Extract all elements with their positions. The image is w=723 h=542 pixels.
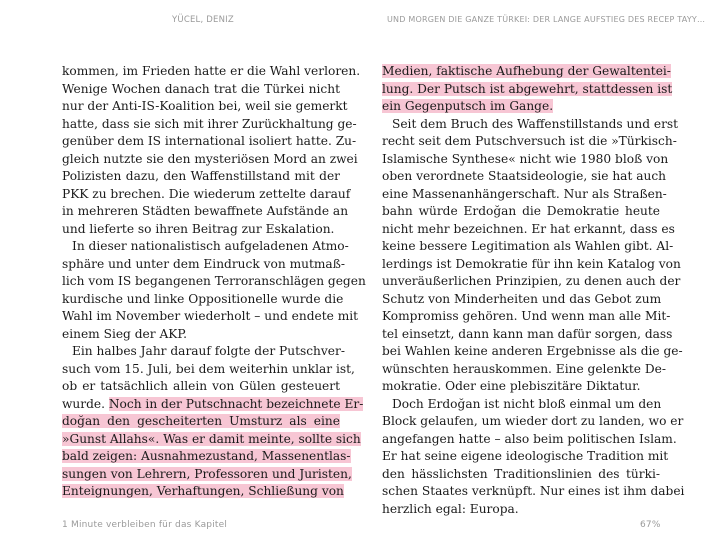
text-line [62, 396, 364, 414]
reading-progress: 67% [640, 520, 661, 530]
text-line [382, 168, 667, 186]
text-line [382, 501, 660, 519]
text-line [62, 168, 340, 186]
text-line [62, 133, 357, 151]
text-line [382, 81, 673, 99]
text-line [382, 116, 679, 134]
text-line [382, 466, 660, 484]
text-line [62, 116, 357, 134]
line-text: eine Massenanhängerschaft. Nur als Straßen- [382, 186, 667, 201]
text-line [382, 326, 673, 344]
text-line [382, 238, 674, 256]
text-line [382, 378, 660, 396]
line-text: Seit dem Bruch des Waffenstillstands und erst [392, 116, 679, 131]
text-line [62, 361, 355, 379]
line-text: Kompromiss gehören. Und wenn man alle Mit- [382, 309, 671, 323]
text-line [382, 413, 684, 431]
text-line [382, 98, 660, 116]
highlighted-text[interactable]: doğan den gescheiterten Umsturz als eine [62, 414, 340, 428]
text-line [62, 238, 349, 256]
line-text: mokratie. Oder eine plebiszitäre Diktatur. [382, 379, 641, 393]
line-text: nicht mehr bezeichnen. Er hat erkannt, dass es [382, 221, 675, 236]
text-line [382, 203, 660, 221]
line-text: genüber dem IS international isoliert hatte. Zu- [62, 134, 357, 148]
highlighted-text[interactable]: Enteignungen, Verhaftungen, Schließung von [62, 484, 344, 498]
text-line [62, 221, 340, 239]
text-line [62, 273, 366, 291]
line-text: herzlich egal: Europa. [382, 501, 519, 516]
text-line [62, 378, 340, 396]
text-line [62, 448, 351, 466]
line-text: kurdische und linke Oppositionelle wurde die [62, 291, 344, 306]
line-text: Islamische Synthese« nicht wie 1980 bloß von [382, 151, 669, 166]
text-line [62, 326, 340, 344]
text-line [62, 413, 340, 431]
line-text: gleich nutzte sie den mysteriösen Mord an zwei [62, 151, 358, 166]
text-line [62, 466, 352, 484]
text-line [62, 483, 344, 501]
highlighted-text[interactable]: Medien, faktische Aufhebung der Gewaltentei- [382, 64, 671, 78]
line-text: Block gelaufen, um wieder dort zu landen, wo er [382, 414, 684, 428]
text-line [382, 133, 677, 151]
text-line [382, 63, 671, 81]
line-text: oben verordnete Staatsideologie, sie hat auch [382, 169, 667, 183]
text-line [382, 431, 677, 449]
line-text: Wenige Wochen danach trat die Türkei nicht [62, 81, 340, 96]
line-text: kommen, im Frieden hatte er die Wahl verloren. [62, 64, 361, 78]
line-text: nur der Anti-IS-Koalition bei, weil sie gemerkt [62, 99, 348, 113]
line-text: schen Staates verknüpft. Nur eines ist ihm dabei [382, 484, 685, 498]
text-line [382, 221, 675, 239]
left-page-text [62, 63, 366, 501]
line-text: Doch Erdoğan ist nicht bloß einmal um den [392, 396, 662, 411]
line-text: hatte, dass sie sich mit ihrer Zurückhaltung ge- [62, 116, 357, 131]
text-line [382, 291, 660, 309]
text-line [62, 63, 361, 81]
text-line [382, 483, 685, 501]
text-line [382, 308, 671, 326]
highlighted-text[interactable]: Noch in der Putschnacht bezeichnete Er- [108, 396, 364, 411]
line-text: Polizisten dazu, den Waffenstillstand mit der [62, 169, 340, 183]
line-text: sphäre und unter dem Eindruck von mutmaß- [62, 256, 345, 271]
text-line [62, 431, 361, 449]
line-text: wurde. [62, 396, 109, 411]
text-line [62, 308, 359, 326]
line-text: ob er tatsächlich allein von Gülen gesteuert [62, 379, 340, 393]
line-text: Er hat seine eigene ideologische Tradition mit [382, 449, 669, 463]
line-text: Schutz von Minderheiten und das Gebot zum [382, 291, 662, 306]
line-text: angefangen hatte – also beim politischen Islam. [382, 431, 677, 446]
chapter-time-remaining: 1 Minute verbleiben für das Kapitel [62, 520, 228, 530]
line-text: bahn würde Erdoğan die Demokratie heute [382, 204, 660, 218]
line-text: unveräußerlichen Prinzipien, zu denen auch der [382, 274, 681, 288]
text-line [382, 151, 669, 169]
line-text: Ein halbes Jahr darauf folgte der Putschver- [72, 344, 345, 358]
line-text: und lieferte so ihren Beitrag zur Eskalation. [62, 221, 335, 236]
line-text: bei Wahlen keine anderen Ergebnisse als die ge- [382, 344, 683, 358]
text-line [62, 81, 340, 99]
highlighted-text[interactable]: »Gunst Allahs«. Was er damit meinte, sollte sich [62, 431, 361, 446]
text-line [382, 256, 681, 274]
right-page-text [382, 63, 685, 518]
line-text: in mehreren Städten bewaffnete Aufstände an [62, 204, 349, 218]
text-line [382, 396, 660, 414]
highlighted-text[interactable]: bald zeigen: Ausnahmezustand, Massenentlas- [62, 449, 351, 463]
text-line [62, 186, 351, 204]
line-text: In dieser nationalistisch aufgeladenen Atmo- [72, 239, 349, 253]
text-line [382, 448, 669, 466]
text-line [62, 256, 345, 274]
text-line [62, 151, 358, 169]
line-text: PKK zu brechen. Die wiederum zettelte darauf [62, 186, 351, 201]
line-text: tel einsetzt, dann kann man dafür sorgen, dass [382, 326, 673, 341]
line-text: lerdings ist Demokratie für ihn kein Katalog von [382, 256, 681, 271]
book-title: UND MORGEN DIE GANZE TÜRKEI: DER LANGE AUFSTIEG DES RECEP TAYY… [387, 15, 706, 24]
text-line [382, 361, 666, 379]
line-text: einem Sieg der AKP. [62, 326, 187, 341]
line-text: Wahl im November wiederholt – und endete mit [62, 309, 359, 323]
text-line [382, 186, 667, 204]
highlighted-text[interactable]: ein Gegenputsch im Gange. [382, 99, 554, 113]
line-text: lich vom IS begangenen Terroranschlägen gegen [62, 274, 366, 288]
text-line [62, 291, 344, 309]
text-line [382, 343, 683, 361]
book-author: YÜCEL, DENIZ [172, 15, 234, 25]
highlighted-text[interactable]: sungen von Lehrern, Professoren und Juristen, [62, 466, 352, 481]
text-line [382, 273, 681, 291]
line-text: wünschten herauskommen. Eine gelenkte De- [382, 361, 666, 376]
text-line [62, 343, 345, 361]
text-line [62, 203, 349, 221]
text-line [62, 98, 348, 116]
line-text: keine bessere Legitimation als Wahlen gibt. Al- [382, 239, 674, 253]
line-text: den hässlichsten Traditionslinien des türki- [382, 466, 660, 481]
line-text: recht seit dem Putschversuch ist die »Türkisch- [382, 134, 677, 148]
line-text: such vom 15. Juli, bei dem weiterhin unklar ist, [62, 361, 355, 376]
highlighted-text[interactable]: lung. Der Putsch ist abgewehrt, stattdessen ist [382, 81, 673, 96]
